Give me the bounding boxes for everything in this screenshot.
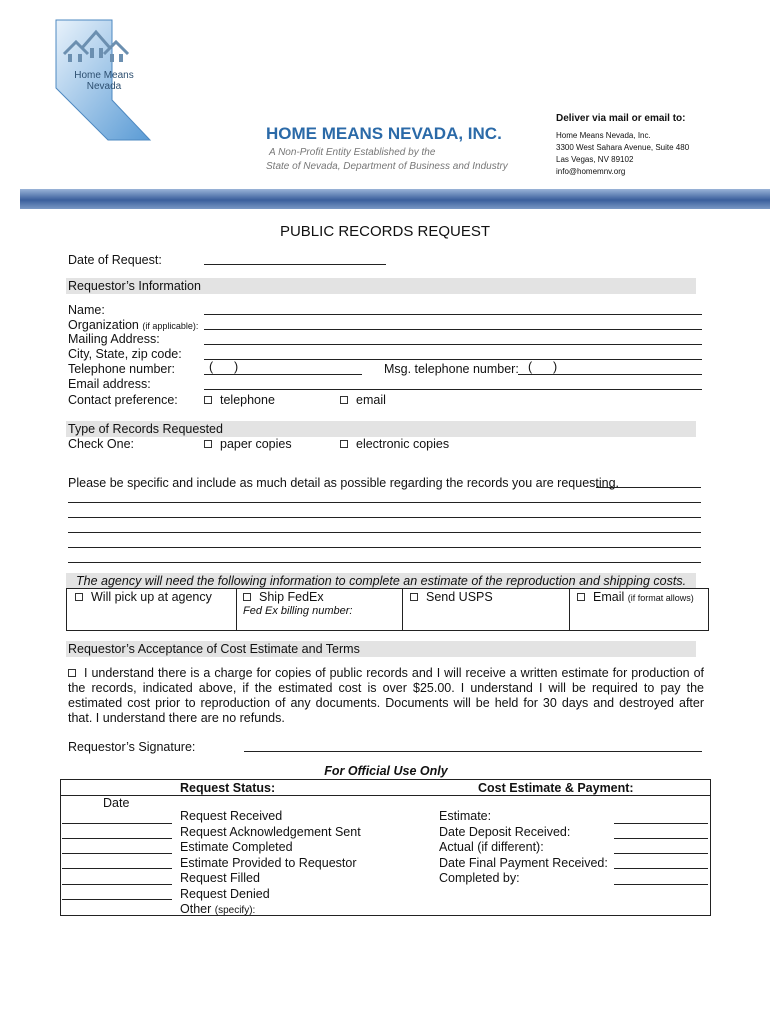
checkbox-icon[interactable] [204,396,212,404]
checkbox-icon[interactable] [75,593,83,601]
cost-field[interactable] [614,868,708,869]
pickup-label: Will pick up at agency [91,590,212,604]
checkbox-icon[interactable] [410,593,418,601]
contact-telephone-option[interactable] [204,393,275,407]
status-date-field[interactable] [62,884,172,885]
official-table [60,779,711,916]
cost-item: Estimate: [439,809,492,823]
email-ship-note: (if format allows) [627,593,694,603]
fedex-option[interactable] [243,590,324,604]
telephone-field[interactable] [204,374,362,375]
official-title: For Official Use Only [324,764,448,778]
cost-item: Date Final Payment Received: [439,855,608,870]
fedex-billing-label: Fed Ex billing number: [243,605,353,617]
deliver-block [556,113,756,178]
city-state-zip-label: City, State, zip code: [68,347,182,361]
msg-telephone-label: Msg. telephone number: [384,362,519,376]
description-line[interactable] [68,547,701,548]
status-date-field[interactable] [62,838,172,839]
specific-instructions: Please be specific and include as much detail as possible regarding the records you are requesting. [68,476,620,490]
status-date-field[interactable] [62,823,172,824]
status-header: Request Status: [180,781,276,795]
cost-field[interactable] [614,853,708,854]
cost-list [439,809,608,887]
email-address-label: Email address: [68,377,151,391]
agency-note: The agency will need the following information to complete an estimate of the reproduction and shipping costs. [76,574,687,588]
contact-email-option[interactable] [340,393,386,407]
ship-divider [402,588,403,631]
name-field[interactable] [204,314,702,315]
checkbox-icon[interactable] [340,440,348,448]
checkbox-icon[interactable] [340,396,348,404]
status-item: Request Denied [180,886,270,901]
checkbox-icon[interactable] [204,440,212,448]
status-item: Request Filled [180,871,260,885]
logo [50,18,160,148]
status-item-other [180,902,361,919]
status-date-field[interactable] [62,899,172,900]
name-label: Name: [68,303,105,317]
description-line[interactable] [68,517,701,518]
signature-field[interactable] [244,751,702,752]
date-of-request-label: Date of Request: [68,253,162,267]
city-state-zip-field[interactable] [204,359,702,360]
msg-telephone-parens: ( ) [528,360,558,374]
telephone-label: Telephone number: [68,362,176,376]
status-item: Request Acknowledgement Sent [180,824,361,839]
paper-copies-label: paper copies [220,437,292,451]
description-line[interactable] [68,502,701,503]
organization-note: (if applicable): [142,321,199,331]
cost-item: Date Deposit Received: [439,824,571,839]
description-line[interactable] [68,532,701,533]
description-line[interactable] [68,562,701,563]
acceptance-text: I understand there is a charge for copies of public records and I will receive a written estimate for production of the records, indicated above, if the estimated cost is over $25.00. I understand I will be required to pay the estimated cost prior to reproduction of any documents. Documents will be held for 30 days and destroyed after that. I understand there are no refunds. [68,666,704,725]
usps-option[interactable] [410,590,493,604]
cost-item: Completed by: [439,871,520,885]
org-subtitle-1: A Non-Profit Entity Established by the [269,147,436,158]
logo-text-line2: Nevada [86,81,122,92]
deliver-title: Deliver via mail or email to: [556,113,686,124]
organization-label [68,318,198,332]
description-line[interactable] [596,487,701,488]
email-address-field[interactable] [204,389,702,390]
logo-text-line1: Home Means [74,70,134,81]
deliver-email: info@homemnv.org [556,167,626,176]
check-one-label: Check One: [68,437,135,451]
deliver-line: Las Vegas, NV 89102 [556,155,634,164]
email-ship-label: Email [593,590,625,604]
cost-field[interactable] [614,838,708,839]
org-name: HOME MEANS NEVADA, INC. [266,124,502,143]
status-item: Estimate Provided to Requestor [180,855,357,870]
status-item: Estimate Completed [180,840,293,854]
contact-telephone-label: telephone [220,393,275,407]
mailing-address-label: Mailing Address: [68,332,160,346]
signature-label: Requestor’s Signature: [68,740,196,754]
cost-field[interactable] [614,823,708,824]
deliver-line: Home Means Nevada, Inc. [556,131,651,140]
deliver-line: 3300 West Sahara Avenue, Suite 480 [556,143,690,152]
email-ship-option[interactable] [577,590,694,604]
requestor-section-title: Requestor’s Information [68,279,201,293]
status-list [180,809,361,919]
electronic-copies-option[interactable] [340,437,449,451]
official-date-label: Date [103,796,130,810]
cost-header: Cost Estimate & Payment: [478,781,634,795]
contact-email-label: email [356,393,386,407]
form-title: PUBLIC RECORDS REQUEST [279,223,491,240]
date-of-request-field[interactable] [204,264,386,265]
cost-item: Actual (if different): [439,840,544,854]
contact-preference-label: Contact preference: [68,393,178,407]
organization-field[interactable] [204,329,702,330]
organization-label-text: Organization [68,318,139,332]
electronic-copies-label: electronic copies [356,437,450,451]
usps-label: Send USPS [426,590,493,604]
fedex-label: Ship FedEx [259,590,324,604]
cost-field[interactable] [614,884,708,885]
acceptance-section-title: Requestor’s Acceptance of Cost Estimate and Terms [68,642,360,656]
status-item: Request Received [180,809,283,823]
other-label: Other [180,902,212,916]
type-section-title: Type of Records Requested [68,422,223,436]
other-note: (specify): [214,905,256,916]
mailing-address-field[interactable] [204,344,702,345]
acceptance-paragraph [68,666,704,726]
ship-divider [236,588,237,631]
checkbox-icon[interactable] [243,593,251,601]
status-date-field[interactable] [62,853,172,854]
ship-divider [569,588,570,631]
checkbox-icon[interactable] [577,593,585,601]
pickup-option[interactable] [75,590,212,604]
status-date-field[interactable] [62,868,172,869]
org-subtitle-2: State of Nevada, Department of Business and Industry [266,161,508,172]
paper-copies-option[interactable] [204,437,292,451]
official-header-rule [60,795,711,796]
checkbox-icon[interactable] [68,669,76,677]
msg-telephone-field[interactable] [518,374,702,375]
header-bar [20,189,770,209]
telephone-parens: ( ) [209,360,239,374]
